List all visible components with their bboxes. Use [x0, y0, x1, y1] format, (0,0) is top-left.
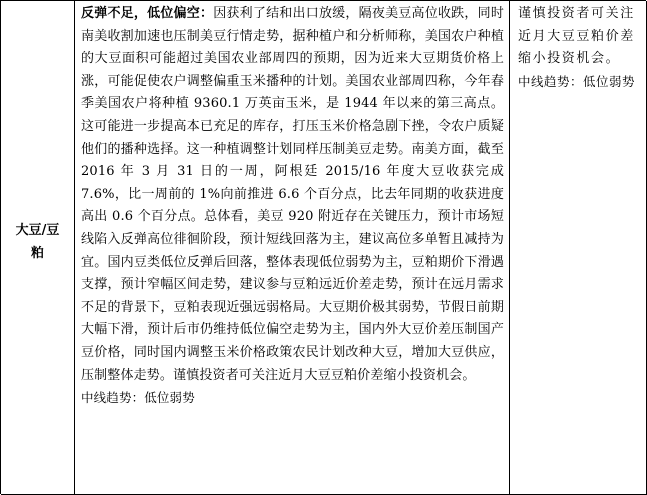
advice-trend: 中线趋势：低位弱势 [518, 73, 636, 89]
analysis-heading: 反弹不足，低位偏空： [81, 6, 214, 21]
analysis-trend: 中线趋势：低位弱势 [81, 390, 195, 406]
commodity-label [1, 219, 74, 265]
analysis-body: 因获利了结和出口放缓，隔夜美豆高位收跌，同时南美收割加速也压制美豆行情走势，据种植户和分析师称，美国农户种植的大豆面积可能超过美国农业部周四的预期，因为近来大豆期货价格上涨，可能促使农户调整偏重玉米播种的计划。美国农业部周四称，今年春季美国农户将种植 9360.1 万英亩玉米，是 1944 年以来的第三高点。这可能进一步提高本已充足的库存，打压玉米价格急剧下挫，令农户质疑他们的播种选择。这一种植调整计划同样压制美豆走势。南美方面，截至 2016 年 3 月 31 日的一周，阿根廷 2015/16 年度大豆收获完成 7.6%，比一周前的 1%向前推进 6.6 个百分点，比去年同期的收获进度高出 0.6 个百分点。总体看，美豆 920 附近存在关键压力，预计市场短线陷入反弹高位徘徊阶段，预计短线回落为主，建议高位多单暂且减持为宜。国内豆类低位反弹后回落，整体表现低位弱势为主，豆粕期价下滑遇支撑，预计窄幅区间走势，建议参与豆粕远近价差走势，预计在远月需求不足的背景下，豆粕表现近强远弱格局。大豆期价极其弱势，节假日前期大幅下滑，预计后市仍维持低位偏空走势为主，国内外大豆价差压制国产豆价格，同时国内调整玉米价格政策农民计划改种大豆，增加大豆供应，压制整体走势。谨慎投资者可关注近月大豆豆粕价差缩小投资机会。 [81, 6, 504, 383]
commodity-label-line2: 粕 [30, 246, 44, 261]
commodity-cell [1, 1, 75, 495]
analysis-cell [75, 1, 510, 495]
advice-cell [510, 1, 647, 495]
advice-text: 谨慎投资者可关注近月大豆豆粕价差缩小投资机会。 [518, 6, 635, 67]
commodity-label-line1: 大豆/豆 [15, 223, 60, 238]
